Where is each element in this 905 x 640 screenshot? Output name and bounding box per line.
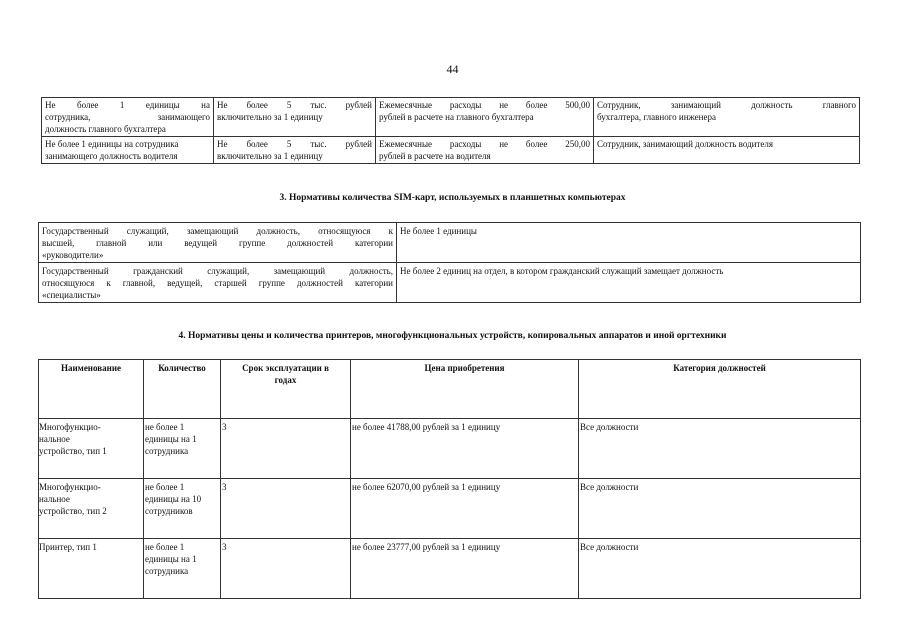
qty-cell (144, 419, 221, 479)
header-price: Цена приобретения (351, 360, 579, 419)
name-cell (39, 419, 144, 479)
expenses-cell (376, 98, 594, 137)
table-row (39, 419, 861, 479)
price-cell (214, 137, 376, 164)
cell-line: Не более 1 единицы на (45, 100, 210, 110)
table-row (39, 539, 861, 599)
cell-line: не более 1 (145, 482, 185, 492)
cell-line: Многофункцио- (39, 482, 101, 492)
term-cell: 3 (221, 419, 351, 479)
term-cell: 3 (221, 479, 351, 539)
cell-line: Не более 1 единицы на сотрудника (45, 139, 179, 149)
section3-title: 3. Нормативы количества SIM-карт, используемых в планшетных компьютерах (279, 193, 626, 203)
cell-line: рублей в расчете на главного бухгалтера (379, 112, 534, 122)
norm-cell: Не более 1 единицы (397, 223, 861, 263)
position-cell (594, 137, 860, 164)
table-header-row (39, 360, 861, 419)
cell-line: высшей, главной или ведущей группе должностей категории (42, 238, 393, 248)
price-cell: не более 62070,00 рублей за 1 единицу (351, 479, 579, 539)
cell-line: нальное (39, 494, 70, 504)
header-name: Наименование (39, 360, 144, 419)
cell-line: Не более 5 тыс. рублей (217, 139, 372, 149)
header-term: Срок эксплуатации в годах (221, 360, 351, 419)
cell-line: должность главного бухгалтера (45, 124, 166, 134)
page-number: 44 (446, 62, 459, 76)
category-cell: Все должности (579, 479, 861, 539)
cell-line: включительно за 1 единицу (217, 112, 323, 122)
cell-line: не более 1 (145, 542, 185, 552)
price-cell: не более 23777,00 рублей за 1 единицу (351, 539, 579, 599)
cell-line: сотрудников (145, 506, 193, 516)
cell-line: нальное (39, 434, 70, 444)
cell-line: Ежемесячные расходы не более 500,00 (379, 100, 590, 110)
name-cell (39, 479, 144, 539)
category-cell: Все должности (579, 539, 861, 599)
cell-line: сотрудника, занимающего (45, 112, 210, 122)
cell-line: рублей в расчете на водителя (379, 151, 491, 161)
cell-line: не более 1 (145, 422, 185, 432)
header-quantity: Количество (144, 360, 221, 419)
header-category: Категория должностей (579, 360, 861, 419)
category-cell (39, 223, 397, 263)
cell-line: устройство, тип 1 (39, 446, 107, 456)
table-row (42, 137, 860, 164)
expenses-cell (376, 137, 594, 164)
cell-line: сотрудника (145, 446, 189, 456)
category-cell (39, 263, 397, 303)
cell-line: Государственный гражданский служащий, замещающий должность, (42, 266, 393, 276)
table-sim-cards (38, 222, 861, 303)
cell-line: Многофункцио- (39, 422, 101, 432)
category-cell: Все должности (579, 419, 861, 479)
quantity-cell (42, 98, 214, 137)
table-row (39, 223, 861, 263)
position-cell (594, 98, 860, 137)
cell-line: устройство, тип 2 (39, 506, 107, 516)
cell-line: «специалисты» (42, 290, 101, 300)
cell-line: «руководители» (42, 250, 104, 260)
cell-line: относящуюся к главной, ведущей, старшей группе должностей категории (42, 278, 393, 288)
term-cell: 3 (221, 539, 351, 599)
cell-line: бухгалтера, главного инженера (597, 112, 716, 122)
section4-title: 4. Нормативы цены и количества принтеров, многофункциональных устройств, копировальных аппаратов и иной оргтехники (178, 331, 727, 341)
cell-line: единицы на 1 (145, 434, 197, 444)
qty-cell (144, 479, 221, 539)
table-row (39, 263, 861, 303)
norm-cell: Не более 2 единиц на отдел, в котором гражданский служащий замещает должность (397, 263, 861, 303)
table-office-equipment (38, 359, 861, 599)
table-row (42, 98, 860, 137)
cell-line: сотрудника (145, 566, 189, 576)
price-cell: не более 41788,00 рублей за 1 единицу (351, 419, 579, 479)
cell-line: Государственный служащий, замещающий должность, относящуюся к (42, 226, 393, 236)
name-cell (39, 539, 144, 599)
cell-line: Сотрудник, занимающий должность водителя (597, 139, 774, 149)
price-cell (214, 98, 376, 137)
cell-line: единицы на 1 (145, 554, 197, 564)
cell-line: Не более 5 тыс. рублей (217, 100, 372, 110)
cell-line: единицы на 10 (145, 494, 202, 504)
cell-line: Принтер, тип 1 (39, 542, 97, 552)
cell-line: занимающего должность водителя (45, 151, 178, 161)
cell-line: Ежемесячные расходы не более 250,00 (379, 139, 590, 149)
quantity-cell (42, 137, 214, 164)
table-row (39, 479, 861, 539)
cell-line: включительно за 1 единицу (217, 151, 323, 161)
cell-line: Сотрудник, занимающий должность главного (597, 100, 856, 110)
qty-cell (144, 539, 221, 599)
table-communication-costs (41, 97, 860, 164)
